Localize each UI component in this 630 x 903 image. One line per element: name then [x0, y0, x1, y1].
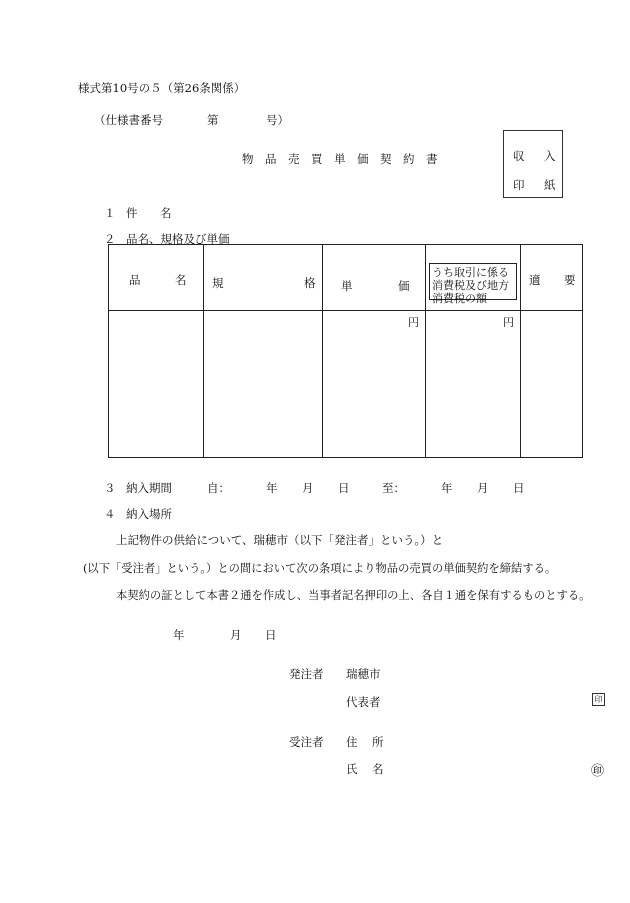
- header-text: 品: [129, 273, 141, 287]
- stamp-char: 入: [544, 149, 556, 163]
- header-tax-amount: [426, 245, 521, 311]
- table-row: [109, 311, 583, 458]
- title-char: 書: [426, 152, 438, 166]
- body-line-3: 本契約の証として本書２通を作成し、当事者記名押印の上、各自１通を保有するものとする。: [116, 589, 591, 602]
- stamp-char: 収: [513, 149, 525, 163]
- contractor-address-a: 住: [346, 735, 358, 749]
- orderer-name: 瑞穂市: [346, 667, 381, 681]
- stamp-char: 印: [513, 178, 525, 192]
- body-line-1: 上記物件の供給について、瑞穂市（以下「発注者」という。）と: [116, 533, 444, 547]
- cell-tax-amount[interactable]: [426, 311, 521, 458]
- yen-unit: 円: [408, 316, 419, 329]
- item4-label: 納入場所: [126, 507, 172, 521]
- title-char: 価: [357, 152, 369, 166]
- header-text: 単: [341, 279, 353, 293]
- tax-amount-inner-box: うち取引に係る消費税及び地方消費税の額: [429, 263, 517, 300]
- body-line-2: (以下「受注者」という。）との間において次の条項により物品の売買の単価契約を締結する。: [83, 562, 557, 575]
- spec-number-label: （仕様書番号: [94, 113, 163, 127]
- header-text: 適: [529, 273, 541, 287]
- header-text: 価: [398, 279, 410, 293]
- cell-item-name[interactable]: [109, 311, 204, 458]
- period-to-month: 月: [477, 481, 489, 495]
- contractor-address-b: 所: [372, 735, 384, 749]
- stamp-char: 紙: [544, 178, 556, 192]
- cell-remarks[interactable]: [521, 311, 583, 458]
- table-header-row: [109, 245, 583, 311]
- header-text: 名: [175, 273, 187, 287]
- period-from: 自：: [207, 481, 230, 495]
- period-from-month: 月: [302, 481, 314, 495]
- date-month: 月: [230, 628, 242, 642]
- item4-number: ４: [104, 507, 116, 521]
- period-from-day: 日: [338, 481, 350, 495]
- yen-unit: 円: [503, 316, 514, 329]
- item1-number: １: [104, 206, 116, 220]
- title-char: 買: [311, 152, 323, 166]
- header-text: 要: [564, 273, 576, 287]
- period-to: 至：: [382, 481, 405, 495]
- contractor-name-a: 氏: [346, 762, 358, 776]
- title-char: 品: [265, 152, 277, 166]
- header-spec: [204, 245, 323, 311]
- period-to-year: 年: [441, 481, 453, 495]
- revenue-stamp-box: [503, 130, 563, 198]
- items-table: [108, 244, 583, 458]
- item1-label-b: 名: [160, 206, 172, 220]
- header-remarks: [521, 245, 583, 311]
- header-text: 格: [304, 276, 316, 290]
- spec-number-dai: 第: [207, 113, 219, 127]
- contractor-name-b: 名: [372, 762, 384, 776]
- orderer-seal-icon: 印: [592, 693, 605, 706]
- item1-label-a: 件: [126, 206, 138, 220]
- item3-label: 納入期間: [126, 481, 172, 495]
- title-char: 約: [403, 152, 415, 166]
- header-text: 規: [212, 276, 224, 290]
- cell-unit-price[interactable]: [323, 311, 426, 458]
- title-char: 売: [288, 152, 300, 166]
- title-char: 契: [380, 152, 392, 166]
- title-char: 物: [242, 152, 254, 166]
- spec-number-go: 号）: [266, 113, 289, 127]
- contractor-seal-icon: ㊞: [591, 764, 605, 779]
- date-day: 日: [265, 628, 277, 642]
- orderer-representative: 代表者: [346, 695, 381, 709]
- item3-number: ３: [104, 481, 116, 495]
- orderer-role: 発注者: [289, 667, 324, 681]
- period-from-year: 年: [266, 481, 278, 495]
- item2-label: 品名、規格及び単価: [126, 232, 230, 246]
- header-item-name: [109, 245, 204, 311]
- period-to-day: 日: [513, 481, 525, 495]
- contractor-role: 受注者: [289, 735, 324, 749]
- date-year: 年: [173, 628, 185, 642]
- cell-spec[interactable]: [204, 311, 323, 458]
- item2-number: ２: [104, 232, 116, 246]
- header-unit-price: [323, 245, 426, 311]
- title-char: 単: [334, 152, 346, 166]
- form-number: 様式第10号の５（第26条関係）: [78, 81, 246, 95]
